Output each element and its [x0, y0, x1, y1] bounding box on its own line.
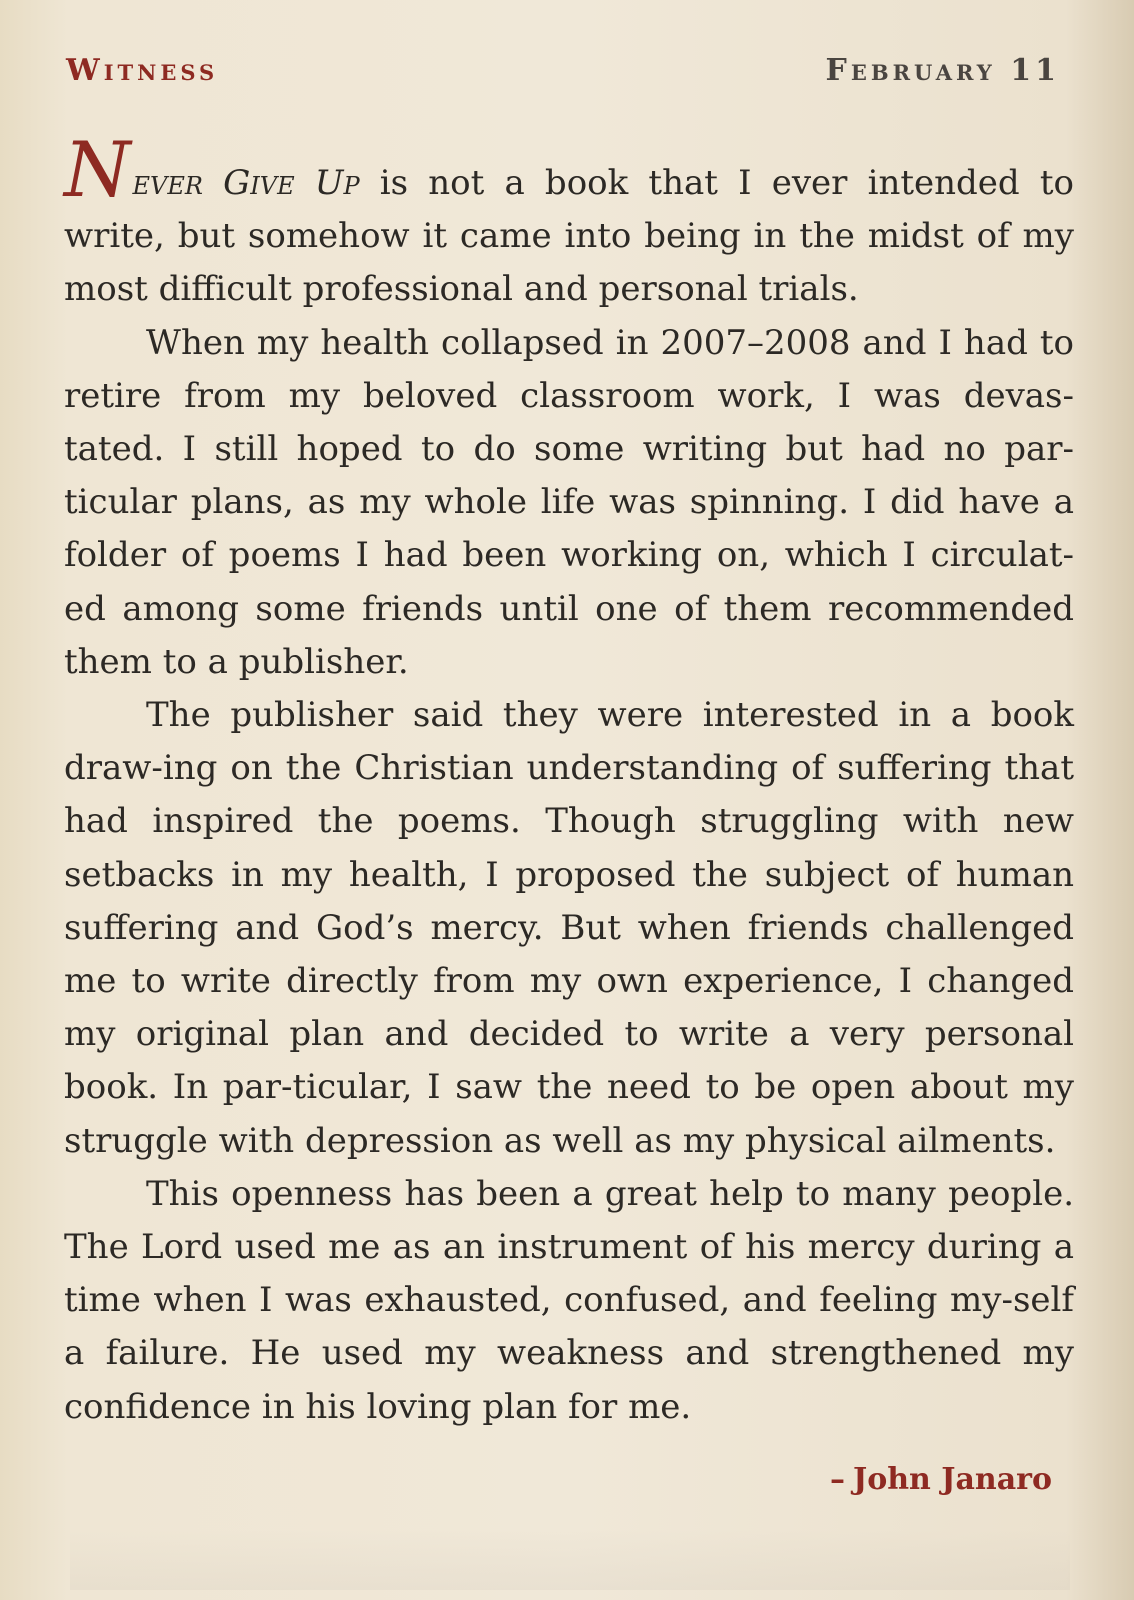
book-title: ever Give Up	[132, 163, 360, 203]
reflection-text	[64, 125, 1074, 1434]
running-header	[66, 48, 1060, 92]
paragraph-2: When my health collapsed in 2007–2008 and I had to retire from my beloved classroom work, I was devas-tated. I still hoped to do some writing but had no par-ticular plans, as my whole life was spinning. I did have a folder of poems I had been working on, which I circulat-ed among some friends until one of them recommended them to a publisher.	[64, 322, 1074, 682]
attribution-dash: –	[830, 1462, 846, 1497]
author-name: John Janaro	[853, 1462, 1052, 1497]
section-title: Witness	[66, 52, 219, 88]
paragraph-4: This openness has been a great help to many people. The Lord used me as an instrument of his mercy during a time when I was exhausted, confused, and feeling my-self a failure. He used my weakness and strengthened my confidence in his loving plan for me.	[64, 1173, 1074, 1427]
paragraph-1-text: is not a book that I ever intended to write, but somehow it came into being in the midst of my most difficult professional and personal trials.	[64, 163, 1074, 310]
bleed-through-shadow	[70, 1530, 1070, 1590]
paragraph-1	[64, 125, 1074, 317]
attribution	[830, 1462, 1052, 1497]
paragraph-3: The publisher said they were interested in a book draw-ing on the Christian understanding of suffering that had inspired the poems. Though struggling with new setbacks in my health, I proposed the subject of human suffering and God’s mercy. But when friends challenged me to write directly from my own experience, I changed my original plan and decided to write a very personal book. In par-ticular, I saw the need to be open about my struggle with depression as well as my physical ailments.	[64, 695, 1074, 1161]
page-date: February 11	[825, 52, 1060, 88]
drop-cap: N	[64, 125, 131, 214]
